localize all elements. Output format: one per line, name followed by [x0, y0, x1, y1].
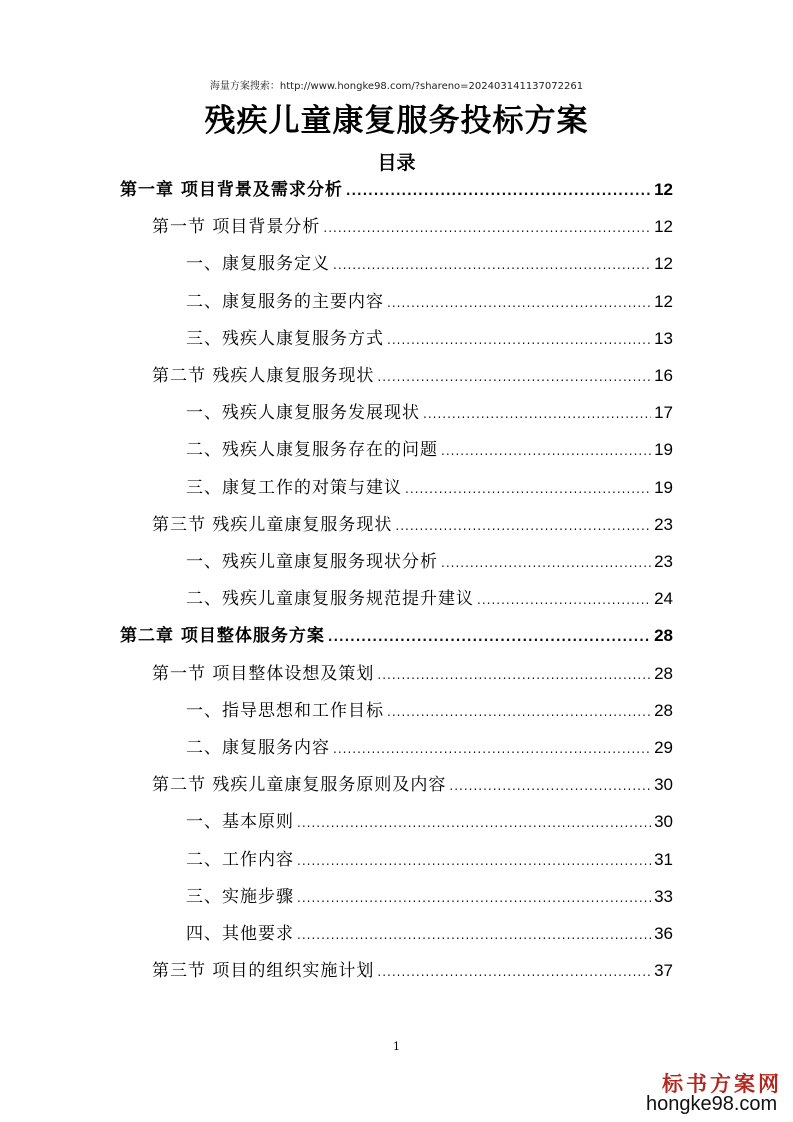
toc-entry-page: 12 [654, 254, 673, 274]
toc-entry-page: 16 [654, 366, 673, 385]
toc-subsection-entry[interactable] [186, 919, 673, 949]
toc-entry-label: 二、工作内容 [186, 849, 294, 870]
toc-subsection-entry[interactable] [186, 398, 673, 428]
toc-dot-leader [297, 928, 651, 942]
toc-entry-page: 30 [654, 812, 673, 832]
toc-subsection-entry[interactable] [186, 733, 673, 763]
toc-chapter-entry[interactable] [120, 621, 673, 651]
toc-dot-leader [405, 482, 651, 496]
toc-entry-label: 一、康复服务定义 [186, 254, 330, 275]
toc-entry-label: 第三节 项目的组织实施计划 [152, 961, 375, 982]
toc-entry-page: 19 [654, 440, 673, 460]
toc-section-entry[interactable] [152, 659, 673, 689]
toc-subsection-entry[interactable] [186, 547, 673, 577]
toc-entry-label: 第二章 项目整体服务方案 [120, 626, 325, 647]
toc-entry-page: 13 [654, 328, 673, 348]
toc-dot-leader [377, 668, 651, 682]
toc-entry-label: 第三节 残疾儿童康复服务现状 [152, 514, 393, 535]
toc-dot-leader [441, 556, 651, 570]
toc-dot-leader [377, 965, 651, 979]
toc-section-entry[interactable] [152, 956, 673, 986]
toc-subsection-entry[interactable] [186, 882, 673, 912]
toc-entry-label: 第一节 项目背景分析 [152, 217, 321, 238]
toc-entry-page: 28 [654, 663, 673, 683]
toc-entry-label: 一、指导思想和工作目标 [186, 700, 384, 721]
toc-entry-label: 第二节 残疾儿童康复服务原则及内容 [152, 775, 447, 796]
toc-entry-label: 三、残疾人康复服务方式 [186, 328, 384, 349]
toc-entry-page: 23 [654, 552, 673, 571]
document-title: 残疾儿童康复服务投标方案 [204, 103, 589, 139]
toc-entry-label: 二、残疾儿童康复服务规范提升建议 [186, 589, 474, 610]
toc-subsection-entry[interactable] [186, 249, 673, 279]
toc-dot-leader [395, 519, 651, 533]
toc-entry-label: 第一节 项目整体设想及策划 [152, 663, 375, 684]
toc-subsection-entry[interactable] [186, 696, 673, 726]
toc-entry-page: 37 [654, 961, 673, 981]
toc-entry-page: 12 [654, 291, 673, 311]
toc-dot-leader [477, 593, 651, 607]
toc-dot-leader [323, 221, 651, 235]
toc-entry-label: 二、康复服务内容 [186, 738, 330, 758]
toc-entry-page: 29 [654, 738, 673, 757]
toc-subsection-entry[interactable] [186, 287, 673, 317]
toc-dot-leader [328, 630, 651, 644]
toc-dot-leader [387, 705, 651, 719]
toc-dot-leader [423, 407, 651, 421]
toc-entry-label: 第二节 残疾人康复服务现状 [152, 366, 375, 386]
toc-dot-leader [449, 779, 651, 793]
toc-subsection-entry[interactable] [186, 584, 673, 614]
watermark-english: hongke98.com [646, 1093, 778, 1115]
toc-entry-page: 24 [654, 589, 673, 609]
toc-entry-label: 第一章 项目背景及需求分析 [120, 180, 343, 200]
toc-entry-page: 36 [654, 924, 673, 943]
page-number: 1 [393, 1040, 400, 1053]
toc-subsection-entry[interactable] [186, 324, 673, 354]
toc-entry-label: 一、基本原则 [186, 812, 294, 833]
toc-entry-page: 31 [654, 849, 673, 869]
toc-entry-page: 23 [654, 514, 673, 534]
toc-section-entry[interactable] [152, 361, 673, 391]
toc-entry-label: 四、其他要求 [186, 924, 294, 944]
toc-subsection-entry[interactable] [186, 473, 673, 503]
toc-dot-leader [346, 184, 651, 198]
toc-dot-leader [297, 854, 651, 868]
toc-entry-label: 一、残疾人康复服务发展现状 [186, 403, 420, 424]
toc-entry-page: 33 [654, 886, 673, 906]
toc-section-entry[interactable] [152, 212, 673, 242]
toc-entry-page: 30 [654, 775, 673, 795]
toc-dot-leader [333, 258, 651, 272]
toc-entry-page: 17 [654, 403, 673, 423]
toc-dot-leader [387, 296, 651, 310]
toc-entry-label: 二、残疾人康复服务存在的问题 [186, 440, 438, 461]
toc-entry-label: 一、残疾儿童康复服务现状分析 [186, 552, 438, 572]
toc-dot-leader [377, 370, 651, 384]
toc-section-entry[interactable] [152, 770, 673, 800]
toc-section-entry[interactable] [152, 510, 673, 540]
toc-entry-label: 三、康复工作的对策与建议 [186, 477, 402, 498]
toc-dot-leader [297, 816, 651, 830]
toc-entry-label: 三、实施步骤 [186, 886, 294, 907]
toc-entry-page: 12 [654, 217, 673, 237]
toc-dot-leader [297, 891, 651, 905]
toc-dot-leader [441, 444, 651, 458]
toc-entry-page: 19 [654, 477, 673, 497]
toc-dot-leader [333, 742, 651, 756]
toc-subsection-entry[interactable] [186, 435, 673, 465]
toc-subsection-entry[interactable] [186, 807, 673, 837]
header-note: 海量方案搜索：http://www.hongke98.com/?shareno=202403141137072261 [209, 81, 584, 92]
toc-entry-page: 28 [654, 626, 673, 646]
toc-entry-label: 二、康复服务的主要内容 [186, 291, 384, 312]
watermark-chinese: 标书方案网 [662, 1071, 782, 1096]
toc-subsection-entry[interactable] [186, 845, 673, 875]
toc-entry-page: 12 [654, 180, 673, 199]
toc-entry-page: 28 [654, 700, 673, 720]
toc-dot-leader [387, 333, 651, 347]
toc-heading: 目录 [377, 152, 416, 174]
toc-chapter-entry[interactable] [120, 175, 673, 205]
